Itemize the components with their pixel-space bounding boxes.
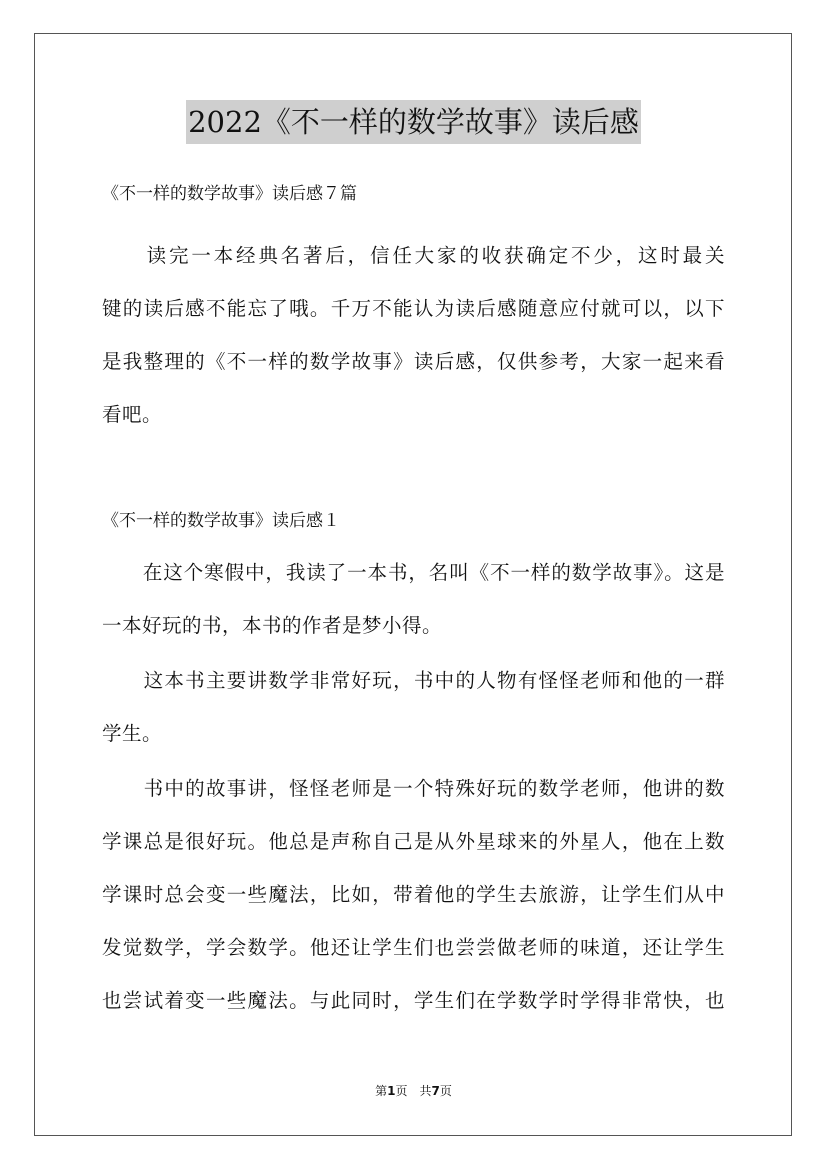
footer-current-page: 1 [387,1084,396,1098]
intro-paragraph [102,229,725,441]
paragraph-line: 键的读后感不能忘了哦。千万不能认为读后感随意应付就可以，以下 [102,297,725,320]
paragraph-2 [102,654,725,760]
footer-total-pages: 7 [431,1084,440,1098]
paragraph-line: 也尝试着变一些魔法。与此同时，学生们在学数学时学得非常快，也 [102,989,725,1012]
paragraph-3 [102,762,725,1027]
paragraph-line: 在这个寒假中，我读了一本书，名叫《不一样的数学故事》。这是 [102,561,725,584]
paragraph-line: 看吧。 [102,403,163,426]
paragraph-line: 学课总是很好玩。他总是声称自己是从外星球来的外星人，他在上数 [102,830,725,853]
paragraph-line: 学生。 [102,722,163,745]
paragraph-line: 这本书主要讲数学非常好玩，书中的人物有怪怪老师和他的一群 [102,669,725,692]
document-subtitle: 《不一样的数学故事》读后感７篇 [102,184,357,204]
paragraph-line: 一本好玩的书，本书的作者是梦小得。 [102,614,443,637]
title-container [0,100,827,144]
paragraph-line: 是我整理的《不一样的数学故事》读后感，仅供参考，大家一起来看 [102,350,725,373]
footer-mid: 页 共 [395,1084,432,1098]
paragraph-1 [102,546,725,652]
paragraph-line: 读完一本经典名著后，信任大家的收获确定不少，这时最关 [102,244,725,267]
section-heading: 《不一样的数学故事》读后感１ [102,511,340,531]
page-footer [0,1083,827,1099]
paragraph-line: 书中的故事讲，怪怪老师是一个特殊好玩的数学老师，他讲的数 [102,777,725,800]
document-title: 2022《不一样的数学故事》读后感 [186,100,641,144]
footer-suffix: 页 [439,1084,452,1098]
paragraph-line: 学课时总会变一些魔法，比如，带着他的学生去旅游，让学生们从中 [102,883,725,906]
footer-prefix: 第 [375,1084,388,1098]
paragraph-line: 发觉数学，学会数学。他还让学生们也尝尝做老师的味道，还让学生 [102,936,725,959]
